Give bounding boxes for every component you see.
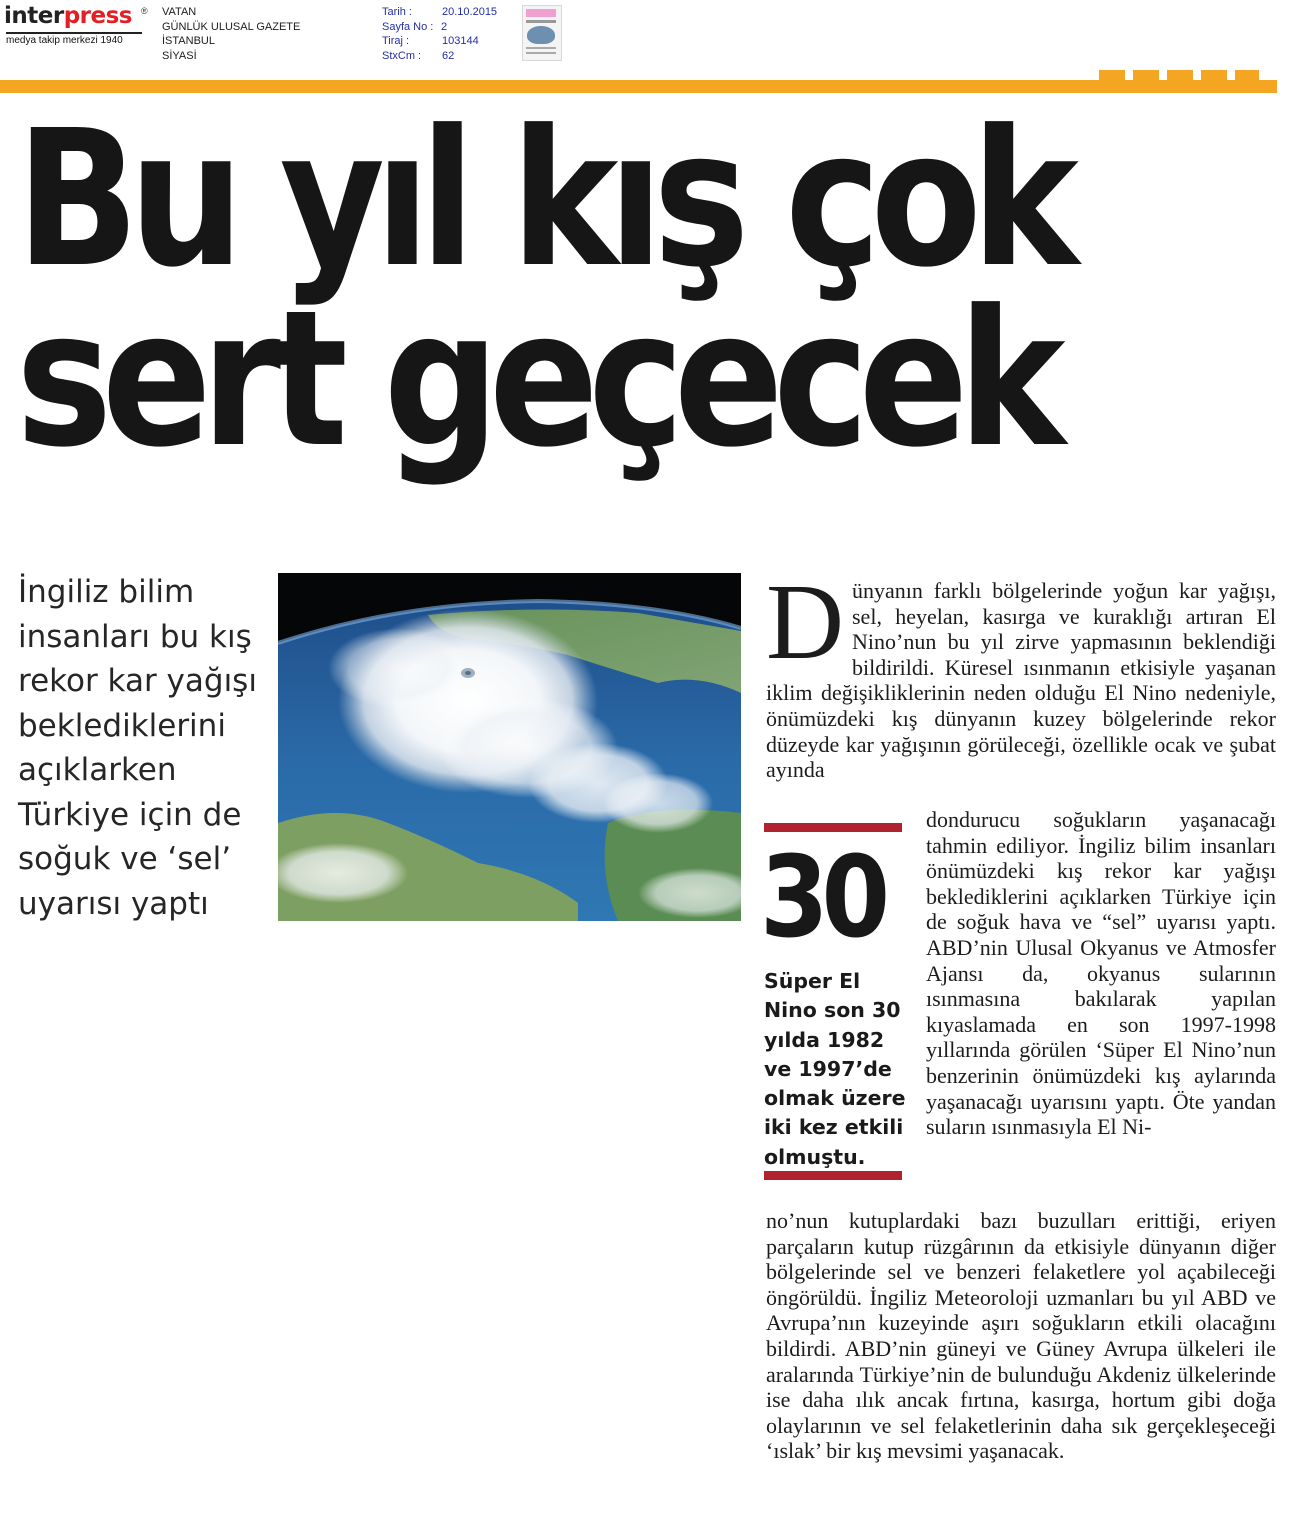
body-paragraph-bottom: no’nun kutuplardaki bazı buzulları erittiği, eriyen parçaların kutup rüzgârının da etkisiyle dünyanın diğer bölgelerinde sel ve benzeri felaketlere yol açabileceği öngörüldü. İngiliz Meteoroloji uzmanları bu yıl ABD ve Avrupa’nın kuzeyinde aşırı soğukların etkili olacağını bildirdi. ABD’nin güneyi ve Güney Avrupa ülkeleri ile aralarında Türkiye’nin de bulunduğu Akdeniz ülkelerinde ise daha ılık ancak fırtına, kasırga, hortum gibi doğa olaylarının ve sel felaketlerinin daha sık gerçekleşeceği ‘ıslak’ bir kış mevsimi yaşanacak. [766,1208,1276,1464]
headline-line-1: Bu yıl kış çok [16,90,1069,309]
article-deck: İngiliz bilim insanları bu kış rekor kar yağışı beklediklerini açıklarken Türkiye için de soğuk ve ‘sel’ uyarısı yaptı [18,574,257,922]
logo-tagline: medya takip merkezi 1940 [6,35,123,46]
factbox-text: Süper El Nino son 30 yılda 1982 ve 1997’de olmak üzere iki kez etkili olmuştu. [764,969,906,1169]
meta-row-circulation [382,34,522,49]
logo-word-press: press [63,3,132,29]
publication-city: İSTANBUL [162,35,215,47]
satellite-image [278,573,741,921]
meta-row-page [382,20,522,35]
meta-key: Sayfa No : [382,20,434,33]
logo-rule [6,32,142,34]
publication-type: GÜNLÜK ULUSAL GAZETE [162,20,301,33]
drop-cap: D [766,563,844,682]
clipping-meta [382,5,522,63]
registered-mark: ® [141,6,148,16]
publication-name: VATAN [162,6,197,18]
meta-value: 20.10.2015 [442,6,498,18]
meta-key: StxCm : [382,49,422,62]
article-body-middle [926,807,1276,1140]
publication-info [162,5,300,63]
headline-line-2: sert geçecek [16,270,1056,489]
page-thumbnail[interactable] [522,5,562,61]
publication-category: SİYASİ [162,49,197,62]
logo-wordmark [4,4,132,28]
hurricane-satellite-photo [278,573,741,921]
article-body-top [766,563,1276,783]
meta-row-stxcm [382,49,522,64]
body-paragraph-middle: dondurucu soğukların yaşanacağı tahmin ediliyor. İngiliz bilim insanları önümüzdeki kış rekor kar yağışı beklediklerini açıklarken Türkiye için de soğuk hava ve “sel” uyarısı yaptı. ABD’nin Ulusal Okyanus ve Atmosfer Ajansı da, okyanus sularının ısınmasına bakılarak yapılan kıyaslamada en son 1997-1998 yıllarında görülen ‘Süper El Nino’nun benzerinin önümüzdeki kış aylarında yaşanacağı uyarısını yaptı. Öte yandan suların ısınmasıyla El Ni- [926,807,1276,1140]
logo-word-inter: inter [4,3,64,29]
meta-value: 103144 [442,35,479,47]
headline [16,90,1101,489]
body-paragraph-top: ünyanın farklı bölgelerinde yoğun kar yağışı, sel, heyelan, kasırga ve kuraklığı artıran El Nino’nun bu yıl zirve yapmasının beklendiği bildirildi. Küresel ısınmanın etkisiyle yaşanan iklim değişikliklerinin neden olduğu El Nino nedeniyle, önümüzdeki kış dünyanın kuzey bölgelerinde rekor düzeyde kar yağışının görüleceği, özellikle ocak ve şubat ayında [766,578,1276,783]
interpress-logo [4,4,154,50]
meta-key: Tarih : [382,6,412,18]
meta-key: Tiraj : [382,35,410,47]
meta-row-date [382,5,522,20]
factbox-rule-bottom [764,1171,902,1180]
article-body-bottom [766,1208,1276,1464]
factbox-number: 30 [760,833,884,963]
meta-value: 62 [442,49,455,62]
meta-value: 2 [441,20,448,33]
factbox-rule-top [764,823,902,832]
